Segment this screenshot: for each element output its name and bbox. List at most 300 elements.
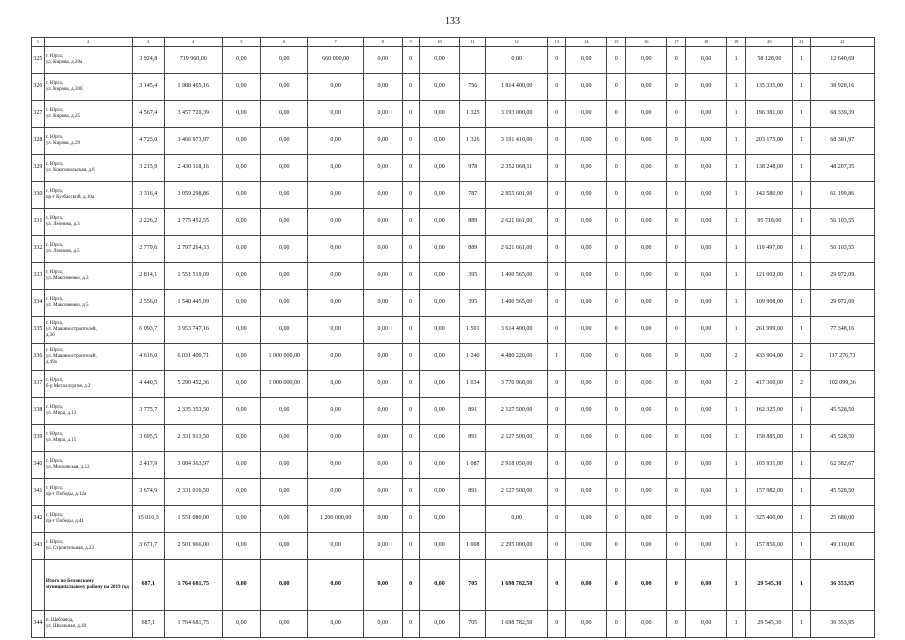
table-row [32,128,875,155]
value-cell: 0,00 [686,452,727,479]
value-cell: 1 [793,236,810,263]
value-cell: 3 145,4 [132,74,164,101]
value-cell: 1 [727,128,746,155]
column-header-12: 12 [486,38,548,47]
value-cell: 0,00 [626,182,667,209]
value-cell: 0 [607,263,626,290]
address-cell: г. Юрга, пр-т Кузбасский, д.10а [44,182,132,209]
value-cell: 68 381,97 [810,128,874,155]
value-cell: 58 128,00 [746,47,793,74]
value-cell: 48 207,35 [810,155,874,182]
column-header-6: 6 [261,38,308,47]
value-cell: 0,00 [419,479,460,506]
value-cell: 1 325 [460,101,486,128]
value-cell: 0,00 [686,506,727,533]
value-cell: 0,00 [419,155,460,182]
value-cell: 0,00 [308,611,364,638]
value-cell: 0 [667,398,686,425]
value-cell: 0,00 [626,317,667,344]
value-cell: 0,00 [308,182,364,209]
value-cell: 0,00 [308,155,364,182]
value-cell: 0,00 [222,452,261,479]
value-cell: 0 [548,47,566,74]
total-value-cell: 705 [460,560,486,611]
column-header-2: 2 [44,38,132,47]
value-cell: 0,00 [686,47,727,74]
value-cell: 2 [727,344,746,371]
value-cell: 1 [548,344,566,371]
value-cell: 109 908,00 [746,290,793,317]
value-cell: 0,00 [626,611,667,638]
value-cell: 0,00 [566,236,607,263]
value-cell: 0,00 [419,611,460,638]
value-cell: 135 335,00 [746,74,793,101]
value-cell: 0 [548,290,566,317]
value-cell: 3 059 298,86 [164,182,222,209]
value-cell: 1 [727,101,746,128]
value-cell: 0 [667,209,686,236]
value-cell: 3 695,5 [132,425,164,452]
value-cell [460,47,486,74]
value-cell: 0,00 [419,344,460,371]
value-cell: 0 [548,533,566,560]
column-header-11: 11 [460,38,486,47]
table-row [32,290,875,317]
row-number-cell: 335 [32,317,45,344]
value-cell: 2 [793,344,810,371]
value-cell: 0 [402,101,419,128]
value-cell: 1 [727,290,746,317]
value-cell: 45 528,50 [810,425,874,452]
value-cell: 2 226,2 [132,209,164,236]
value-cell: 45 528,50 [810,479,874,506]
value-cell: 0,00 [626,425,667,452]
value-cell: 0,00 [419,398,460,425]
column-header-1: 1 [32,38,45,47]
value-cell: 0,00 [308,398,364,425]
value-cell: 0,00 [419,317,460,344]
register-table [31,37,875,638]
value-cell: 687,1 [132,611,164,638]
value-cell: 0,00 [261,425,308,452]
total-label-cell: Итого по Беловскому муниципальному району на 2019 год [44,560,132,611]
address-cell: г. Юрга, ул. Кирова, д.29 [44,128,132,155]
value-cell: 0,00 [419,101,460,128]
value-cell: 1 000 000,00 [261,371,308,398]
total-value-cell: 0,00 [419,560,460,611]
value-cell: 0,00 [686,398,727,425]
value-cell: 0,00 [363,344,402,371]
address-cell: г. Юрга, ул. Максименко, д.5 [44,290,132,317]
value-cell: 0,00 [566,155,607,182]
value-cell [460,506,486,533]
total-row [32,560,875,611]
value-cell: 0,00 [486,47,548,74]
value-cell: 1 [793,209,810,236]
value-cell: 0 [402,611,419,638]
value-cell: 158 885,00 [746,425,793,452]
value-cell: 0 [667,182,686,209]
value-cell: 1 [727,182,746,209]
value-cell: 719 960,00 [164,47,222,74]
value-cell: 0,00 [222,479,261,506]
value-cell: 1 [727,74,746,101]
table-row [32,47,875,74]
value-cell: 0,00 [261,155,308,182]
table-row [32,398,875,425]
value-cell: 0 [402,47,419,74]
row-number-cell: 328 [32,128,45,155]
value-cell: 787 [460,182,486,209]
value-cell: 891 [460,425,486,452]
row-number-cell: 333 [32,263,45,290]
value-cell: 3 191 410,00 [486,128,548,155]
value-cell: 0,00 [686,209,727,236]
table-row [32,182,875,209]
table-row [32,317,875,344]
total-value-cell: 687,1 [132,560,164,611]
value-cell: 0 [607,155,626,182]
total-value-cell: 0,00 [308,560,364,611]
value-cell: 0,00 [419,47,460,74]
value-cell: 0,00 [222,533,261,560]
value-cell: 0 [607,611,626,638]
value-cell: 0,00 [686,479,727,506]
value-cell: 0,00 [686,611,727,638]
column-header-15: 15 [607,38,626,47]
value-cell: 0,00 [261,209,308,236]
table-row [32,452,875,479]
value-cell: 0,00 [566,344,607,371]
column-header-16: 16 [626,38,667,47]
value-cell: 0,00 [261,74,308,101]
value-cell: 0,00 [261,182,308,209]
value-cell: 0 [402,155,419,182]
value-cell: 0,00 [419,506,460,533]
table-body [32,47,875,638]
value-cell: 2 621 661,00 [486,236,548,263]
value-cell: 1 [727,452,746,479]
value-cell: 0 [667,101,686,128]
value-cell: 0 [607,452,626,479]
value-cell: 0,00 [222,506,261,533]
value-cell: 0,00 [419,371,460,398]
column-header-20: 20 [746,38,793,47]
value-cell: 1 000 000,00 [261,344,308,371]
value-cell: 0 [548,611,566,638]
value-cell: 0 [607,506,626,533]
value-cell: 0,00 [419,263,460,290]
value-cell: 36 353,95 [810,611,874,638]
value-cell: 2 779,6 [132,236,164,263]
table-row [32,611,875,638]
value-cell: 3 775,7 [132,398,164,425]
value-cell: 2 855 601,00 [486,182,548,209]
value-cell: 121 002,00 [746,263,793,290]
value-cell: 0 [667,74,686,101]
value-cell: 5 290 452,36 [164,371,222,398]
value-cell: 0,00 [222,317,261,344]
table-row [32,209,875,236]
value-cell: 95 718,00 [746,209,793,236]
value-cell: 3 614 400,00 [486,317,548,344]
page-number: 133 [445,16,460,27]
value-cell: 0,00 [566,317,607,344]
value-cell: 1 [793,101,810,128]
value-cell: 2 127 500,00 [486,425,548,452]
value-cell: 3 466 973,97 [164,128,222,155]
total-value-cell: 0,00 [261,560,308,611]
value-cell: 0 [548,479,566,506]
register-table-wrapper [31,37,875,638]
value-cell: 2 352 068,11 [486,155,548,182]
value-cell: 0,00 [222,344,261,371]
value-cell: 0,00 [363,74,402,101]
value-cell: 0 [402,290,419,317]
value-cell: 4 567,4 [132,101,164,128]
total-value-cell: 0 [607,560,626,611]
value-cell: 1 200 000,00 [308,506,364,533]
value-cell: 1 [793,263,810,290]
value-cell: 1 400 565,00 [486,263,548,290]
table-row [32,236,875,263]
value-cell: 3 457 720,39 [164,101,222,128]
value-cell: 1 034 [460,371,486,398]
value-cell: 142 580,00 [746,182,793,209]
value-cell: 0,00 [261,479,308,506]
value-cell: 0,00 [626,290,667,317]
value-cell: 0,00 [626,506,667,533]
value-cell: 1 008 [460,533,486,560]
value-cell: 0 [607,479,626,506]
value-cell: 0,00 [566,398,607,425]
value-cell: 0,00 [686,344,727,371]
value-cell: 0,00 [419,452,460,479]
value-cell: 395 [460,290,486,317]
value-cell: 2 775 452,55 [164,209,222,236]
address-cell: г. Юрга, ул. Мира, д.15 [44,425,132,452]
value-cell: 0,00 [308,425,364,452]
value-cell: 891 [460,398,486,425]
value-cell: 1 [793,290,810,317]
value-cell: 0 [667,155,686,182]
value-cell: 0 [402,263,419,290]
value-cell: 0 [548,425,566,452]
total-value-cell: 1 [793,560,810,611]
value-cell: 0,00 [363,101,402,128]
value-cell: 0 [548,155,566,182]
value-cell: 0,00 [419,128,460,155]
value-cell: 0,00 [363,317,402,344]
value-cell: 0 [607,398,626,425]
value-cell: 0,00 [626,263,667,290]
value-cell: 2 295 000,00 [486,533,548,560]
value-cell: 2 814,1 [132,263,164,290]
address-cell: г. Юрга, ул. Комсомольская, д.6 [44,155,132,182]
value-cell: 102 099,36 [810,371,874,398]
value-cell: 4 725,0 [132,128,164,155]
value-cell: 0,00 [686,263,727,290]
row-number-cell: 329 [32,155,45,182]
row-number-cell: 340 [32,452,45,479]
table-row [32,263,875,290]
value-cell: 0,00 [566,128,607,155]
value-cell: 0 [402,128,419,155]
column-header-8: 8 [363,38,402,47]
value-cell: 1 [727,506,746,533]
value-cell: 0 [607,209,626,236]
value-cell: 0,00 [222,263,261,290]
total-value-cell: 0 [402,560,419,611]
value-cell: 0,00 [566,290,607,317]
row-number-cell: 325 [32,47,45,74]
value-cell: 0,00 [261,290,308,317]
value-cell: 1 [793,479,810,506]
address-cell: г. Юрга, ул. Кирова, д.25 [44,101,132,128]
value-cell: 15 016,3 [132,506,164,533]
table-row [32,155,875,182]
value-cell: 0 [667,611,686,638]
value-cell: 1 764 681,75 [164,611,222,638]
value-cell: 29 972,09 [810,263,874,290]
value-cell: 2 331 913,50 [164,425,222,452]
value-cell: 0 [402,371,419,398]
total-value-cell: 0 [548,560,566,611]
value-cell: 68 339,39 [810,101,874,128]
value-cell: 29 972,09 [810,290,874,317]
value-cell: 0,00 [419,236,460,263]
row-number-cell: 330 [32,182,45,209]
value-cell: 0,00 [419,182,460,209]
value-cell: 0 [402,506,419,533]
value-cell: 0,00 [363,506,402,533]
value-cell: 38 928,16 [810,74,874,101]
value-cell: 0,00 [261,506,308,533]
value-cell: 0,00 [419,290,460,317]
value-cell: 1 [727,425,746,452]
value-cell: 0,00 [566,506,607,533]
value-cell: 0 [667,479,686,506]
column-header-17: 17 [667,38,686,47]
value-cell: 0,00 [419,425,460,452]
value-cell: 0,00 [363,47,402,74]
value-cell: 0,00 [261,263,308,290]
value-cell: 4 480 220,00 [486,344,548,371]
address-cell: г. Юрга, ул. Строительная, д.22 [44,533,132,560]
value-cell: 2 430 118,16 [164,155,222,182]
value-cell: 0 [607,182,626,209]
value-cell: 0,00 [566,371,607,398]
address-cell: г. Юрга, пр-т Победы, д.41 [44,506,132,533]
value-cell: 0,00 [626,533,667,560]
value-cell: 0 [402,398,419,425]
value-cell: 1 [727,479,746,506]
row-number-cell [32,560,45,611]
value-cell: 162 325,00 [746,398,793,425]
value-cell: 0,00 [222,398,261,425]
value-cell: 0 [548,398,566,425]
value-cell: 12 640,69 [810,47,874,74]
value-cell: 1 087 [460,452,486,479]
value-cell: 0,00 [222,155,261,182]
value-cell: 705 [460,611,486,638]
value-cell: 0,00 [626,155,667,182]
value-cell: 0,00 [261,398,308,425]
value-cell: 3 953 747,16 [164,317,222,344]
address-cell: г. Юрга, ул. Леонова, д.3 [44,209,132,236]
value-cell: 3 674,9 [132,479,164,506]
value-cell: 0,00 [686,155,727,182]
value-cell: 660 000,00 [308,47,364,74]
value-cell: 1 [793,74,810,101]
value-cell: 0,00 [261,611,308,638]
value-cell: 0,00 [261,317,308,344]
value-cell: 261 999,00 [746,317,793,344]
value-cell: 0,00 [566,74,607,101]
value-cell: 0,00 [686,425,727,452]
total-value-cell: 1 764 681,75 [164,560,222,611]
value-cell: 0 [667,317,686,344]
address-cell: г. Юрга, ул. Максименко, д.3 [44,263,132,290]
value-cell: 2 918 050,00 [486,452,548,479]
value-cell: 0,00 [363,209,402,236]
value-cell: 3 924,8 [132,47,164,74]
value-cell: 1 400 565,00 [486,290,548,317]
value-cell: 0 [402,209,419,236]
value-cell: 0,00 [261,533,308,560]
value-cell: 0,00 [626,344,667,371]
value-cell: 0,00 [363,452,402,479]
value-cell: 0,00 [363,533,402,560]
value-cell: 157 856,00 [746,533,793,560]
value-cell: 2 [727,371,746,398]
value-cell: 1 540 445,09 [164,290,222,317]
column-header-7: 7 [308,38,364,47]
value-cell: 0,00 [686,101,727,128]
total-value-cell: 1 [727,560,746,611]
value-cell: 1 [727,611,746,638]
value-cell: 3 215,9 [132,155,164,182]
value-cell: 0,00 [626,398,667,425]
value-cell: 0,00 [363,611,402,638]
row-number-cell: 331 [32,209,45,236]
value-cell: 103 931,00 [746,452,793,479]
row-number-cell: 344 [32,611,45,638]
value-cell: 0,00 [363,479,402,506]
header-row [32,38,875,47]
table-row [32,425,875,452]
table-row [32,74,875,101]
row-number-cell: 327 [32,101,45,128]
value-cell: 0 [607,317,626,344]
value-cell: 0 [667,371,686,398]
value-cell: 1 [793,452,810,479]
value-cell: 0,00 [222,74,261,101]
value-cell: 1 [727,398,746,425]
value-cell: 978 [460,155,486,182]
value-cell: 0 [548,182,566,209]
value-cell: 0,00 [363,128,402,155]
value-cell: 0 [402,74,419,101]
column-header-3: 3 [132,38,164,47]
value-cell: 0 [548,452,566,479]
row-number-cell: 339 [32,425,45,452]
column-header-18: 18 [686,38,727,47]
value-cell: 1 [727,317,746,344]
value-cell: 0 [667,452,686,479]
value-cell: 0 [667,344,686,371]
value-cell: 0,00 [308,209,364,236]
